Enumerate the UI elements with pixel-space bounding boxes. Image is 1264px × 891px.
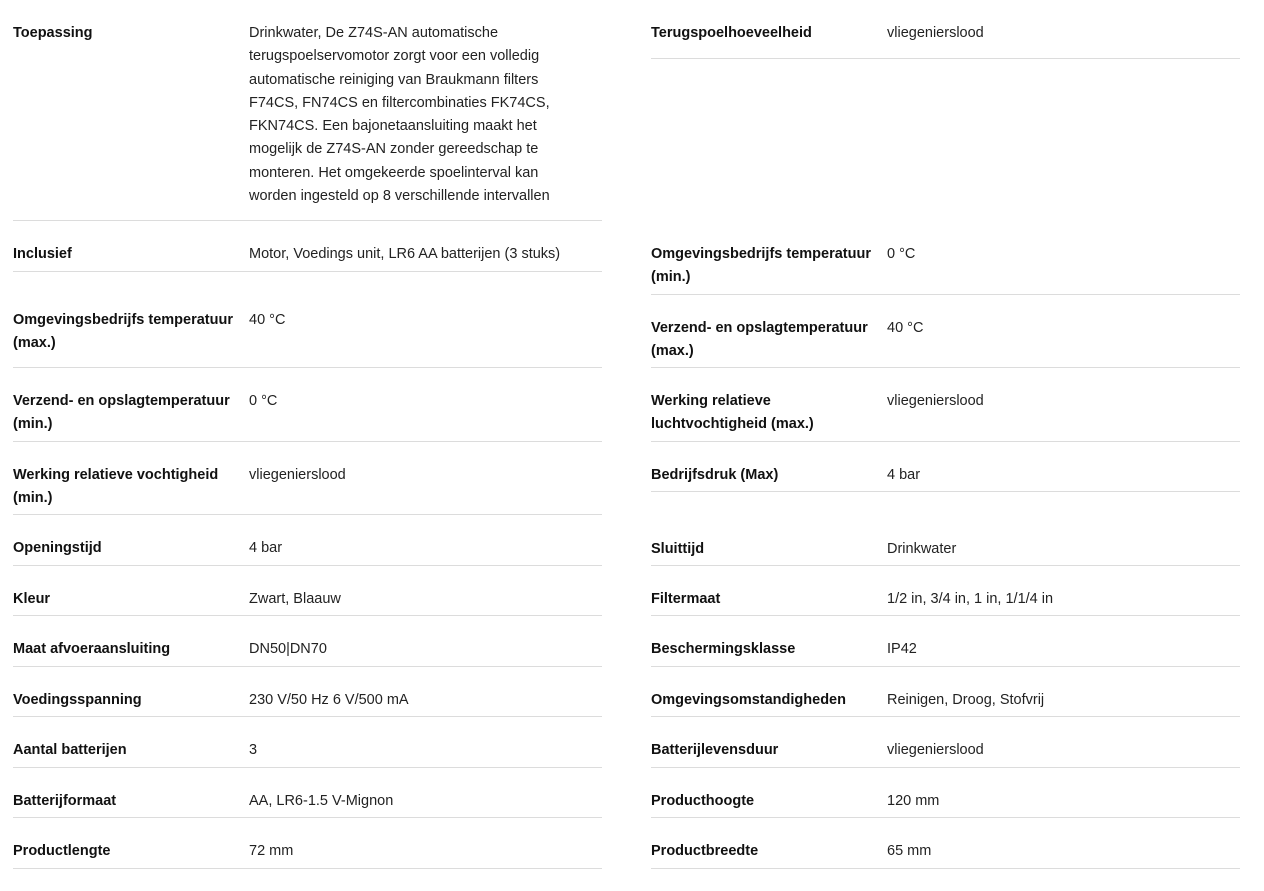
spec-row-openingstijd [13,515,602,566]
spec-label: Sluittijd [651,541,705,557]
spec-value: IP42 [887,641,917,657]
spec-row-omgevingstemp-min [651,221,1240,295]
spec-row-vochtigheid-min [13,442,602,515]
spec-label: Verzend- en opslagtemperatuur (max.) [651,320,868,360]
spec-label: Omgevingsbedrijfs temperatuur (max.) [13,312,233,352]
spec-label: Productlengte [13,843,111,859]
spec-value: 120 mm [887,793,940,809]
spec-row-omgevingstemp-max [13,272,602,368]
spec-value: 0 °C [249,393,278,409]
spec-value: Motor, Voedings unit, LR6 AA batterijen (3 stuks) [249,246,561,262]
spec-row-omgevingsomstandigheden [651,667,1240,717]
spec-label: Werking relatieve luchtvochtigheid (max.) [651,393,814,433]
spec-value: vliegenierslood [887,25,984,41]
spec-label: Filtermaat [651,591,721,607]
spec-label: Producthoogte [651,793,755,809]
spec-row-batterijformaat [13,768,602,818]
spec-value: 0 °C [887,246,916,262]
spec-column-left [13,0,602,869]
spec-value: Drinkwater, De Z74S-AN automatische terugspoelservomotor zorgt voor een volledig automatische reiniging van Braukmann filters F74CS, FN74CS en filtercombinaties FK74CS, FKN74CS. Een bajonetaansluiting maakt het mogelijk de Z74S-AN zonder gereedschap te monteren. Het omgekeerde spoelinterval kan worden ingesteld op 8 verschillende intervallen [249,25,550,205]
spec-value: vliegenierslood [249,467,346,483]
spec-row-luchtvochtigheid-max [651,368,1240,442]
spec-label: Inclusief [13,246,72,262]
spec-row-producthoogte [651,768,1240,818]
spec-value: 4 bar [887,467,921,483]
spec-label: Toepassing [13,25,93,41]
spec-label: Productbreedte [651,843,759,859]
spec-label: Werking relatieve vochtigheid (min.) [13,467,219,507]
spec-value: Zwart, Blaauw [249,591,341,607]
spec-label: Beschermingsklasse [651,641,796,657]
spec-value: 72 mm [249,843,294,859]
spec-column-right [651,0,1240,869]
spec-row-opslagtemp-min [13,368,602,442]
spec-label: Batterijformaat [13,793,117,809]
spec-row-spacer [651,59,1240,221]
spec-label: Maat afvoeraansluiting [13,641,171,657]
spec-value: vliegenierslood [887,742,984,758]
spec-row-beschermingsklasse [651,616,1240,667]
spec-label: Omgevingsomstandigheden [651,692,846,708]
spec-value: 40 °C [887,320,924,336]
spec-value: AA, LR6-1.5 V-Mignon [249,793,394,809]
spec-row-voedingsspanning [13,667,602,717]
spec-row-kleur [13,566,602,616]
spec-label: Batterijlevensduur [651,742,779,758]
spec-value: 4 bar [249,540,283,556]
spec-row-filtermaat [651,566,1240,616]
spec-value: Reinigen, Droog, Stofvrij [887,692,1045,708]
spec-value: 1/2 in, 3/4 in, 1 in, 1/1/4 in [887,591,1054,607]
spec-label: Omgevingsbedrijfs temperatuur (min.) [651,246,871,286]
spec-value: Drinkwater [887,541,957,557]
spec-row-opslagtemp-max [651,295,1240,368]
spec-row-terugspoelhoeveelheid [651,0,1240,59]
spec-value: 3 [249,742,258,758]
spec-value: DN50|DN70 [249,641,327,657]
spec-label: Kleur [13,591,51,607]
spec-label: Verzend- en opslagtemperatuur (min.) [13,393,230,433]
spec-label: Bedrijfsdruk (Max) [651,467,779,483]
spec-row-productbreedte [651,818,1240,869]
spec-row-toepassing [13,0,602,221]
spec-label: Aantal batterijen [13,742,127,758]
spec-row-sluittijd [651,492,1240,566]
spec-row-aantal-batterijen [13,717,602,768]
spec-row-bedrijfsdruk [651,442,1240,492]
spec-value: vliegenierslood [887,393,984,409]
spec-value: 40 °C [249,312,286,328]
spec-row-productlengte [13,818,602,869]
spec-label: Voedingsspanning [13,692,142,708]
spec-row-afvoeraansluiting [13,616,602,667]
spec-label: Openingstijd [13,540,102,556]
spec-row-batterijlevensduur [651,717,1240,768]
spec-label: Terugspoelhoeveelheid [651,25,812,41]
spec-value: 230 V/50 Hz 6 V/500 mA [249,692,409,708]
spec-row-inclusief [13,221,602,272]
spec-value: 65 mm [887,843,932,859]
